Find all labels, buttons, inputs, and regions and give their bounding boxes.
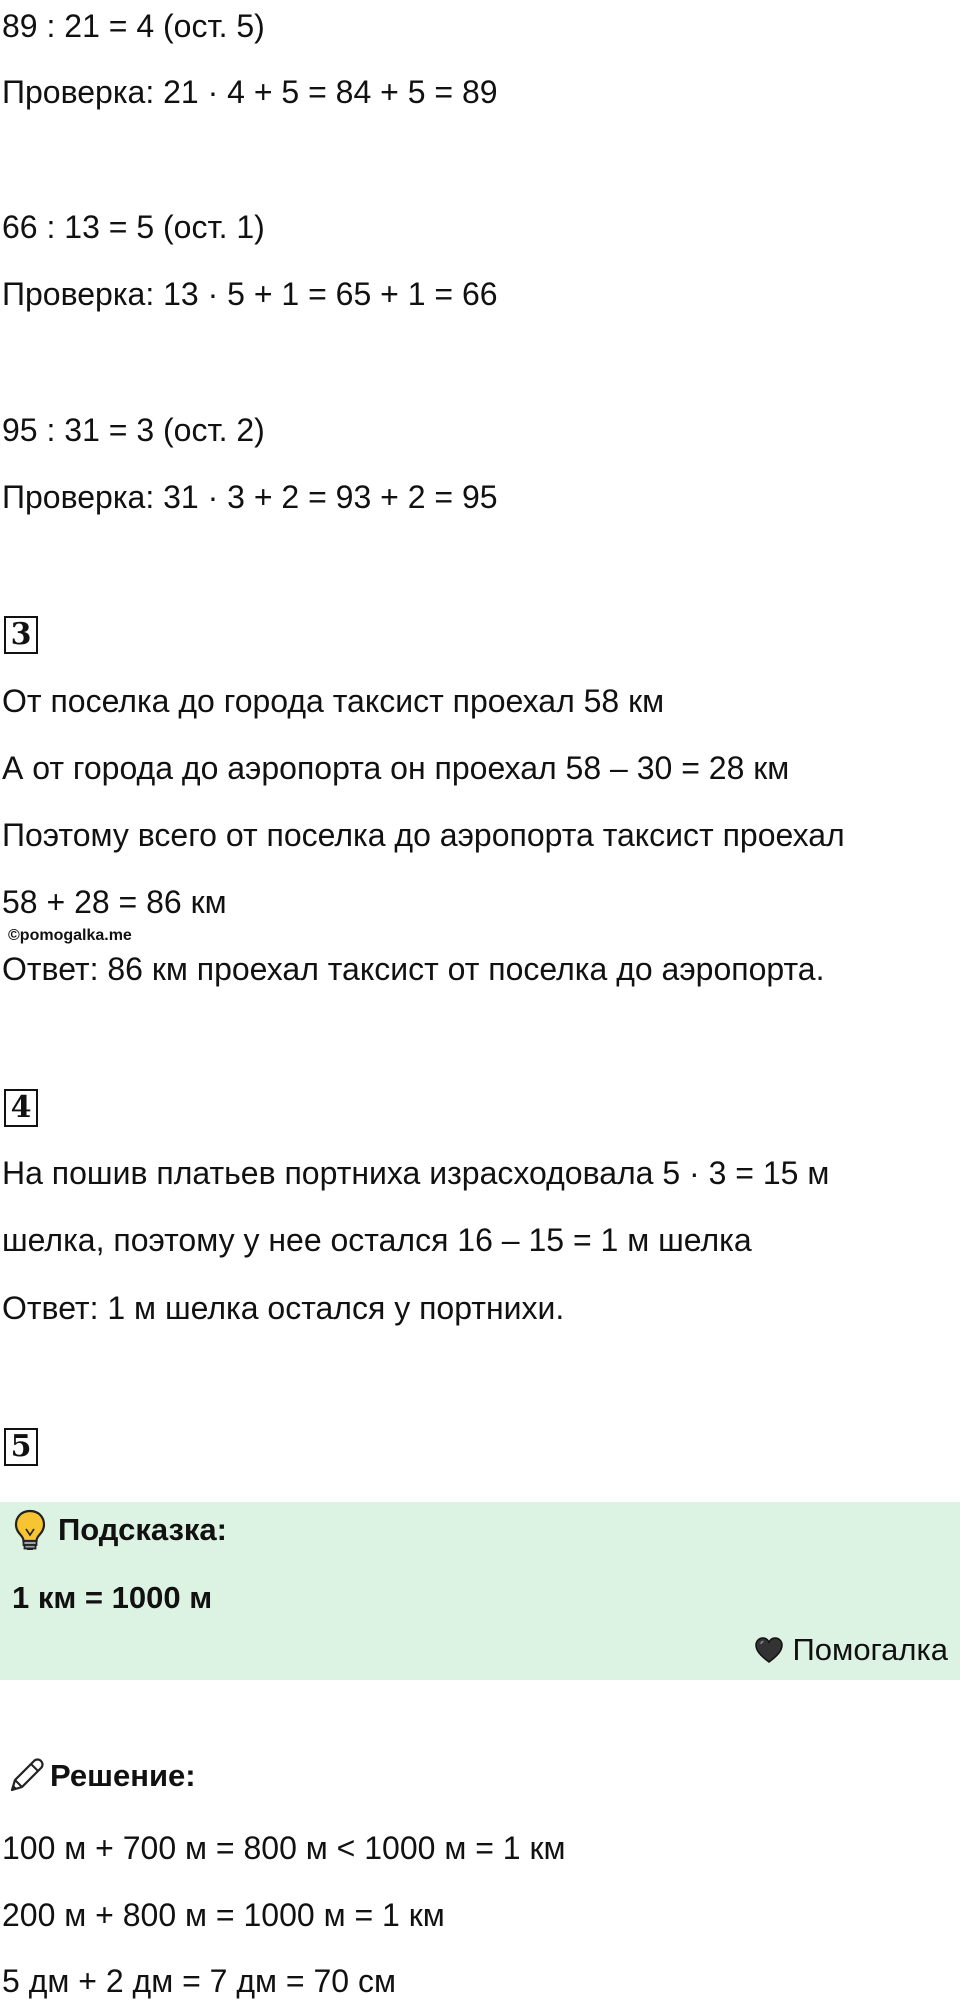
task-number-5: 5 [4,1428,38,1466]
task3-line-2: А от города до аэропорта он проехал 58 – 30 = 28 км [2,750,790,786]
pencil-icon [6,1756,46,1796]
division-line-1: 89 : 21 = 4 (ост. 5) [2,8,265,44]
brand-name: Помогалка [792,1632,948,1667]
task4-answer: Ответ: 1 м шелка остался у портнихи. [2,1290,565,1326]
watermark: ©pomogalka.me [8,927,132,944]
division-line-3: 95 : 31 = 3 (ост. 2) [2,412,265,448]
task-number-3: 3 [4,616,38,654]
heart-icon [754,1636,784,1664]
brand-label [754,1630,948,1670]
task3-line-3: Поэтому всего от поселка до аэропорта таксист проехал [2,817,845,853]
solution-title: Решение: [50,1758,196,1793]
task3-line-1: От поселка до города таксист проехал 58 км [2,683,665,719]
task3-answer: Ответ: 86 км проехал таксист от поселка до аэропорта. [2,951,825,987]
task3-line-4: 58 + 28 = 86 км [2,884,227,920]
lightbulb-icon [12,1508,48,1552]
task4-line-1: На пошив платьев портниха израсходовала 5 · 3 = 15 м [2,1155,830,1191]
check-line-2: Проверка: 13 · 5 + 1 = 65 + 1 = 66 [2,276,498,312]
hint-title: Подсказка: [58,1512,227,1547]
hint-box [0,1502,960,1680]
hint-text: 1 км = 1000 м [12,1580,213,1615]
solution-line-1: 100 м + 700 м = 800 м < 1000 м = 1 км [2,1830,566,1866]
division-line-2: 66 : 13 = 5 (ост. 1) [2,209,265,245]
solution-line-2: 200 м + 800 м = 1000 м = 1 км [2,1897,445,1933]
check-line-1: Проверка: 21 · 4 + 5 = 84 + 5 = 89 [2,74,498,110]
task4-line-2: шелка, поэтому у нее остался 16 – 15 = 1 м шелка [2,1222,752,1258]
task-number-4: 4 [4,1089,38,1127]
solution-heading [6,1756,196,1796]
solution-line-3: 5 дм + 2 дм = 7 дм = 70 см [2,1963,396,1999]
check-line-3: Проверка: 31 · 3 + 2 = 93 + 2 = 95 [2,479,498,515]
